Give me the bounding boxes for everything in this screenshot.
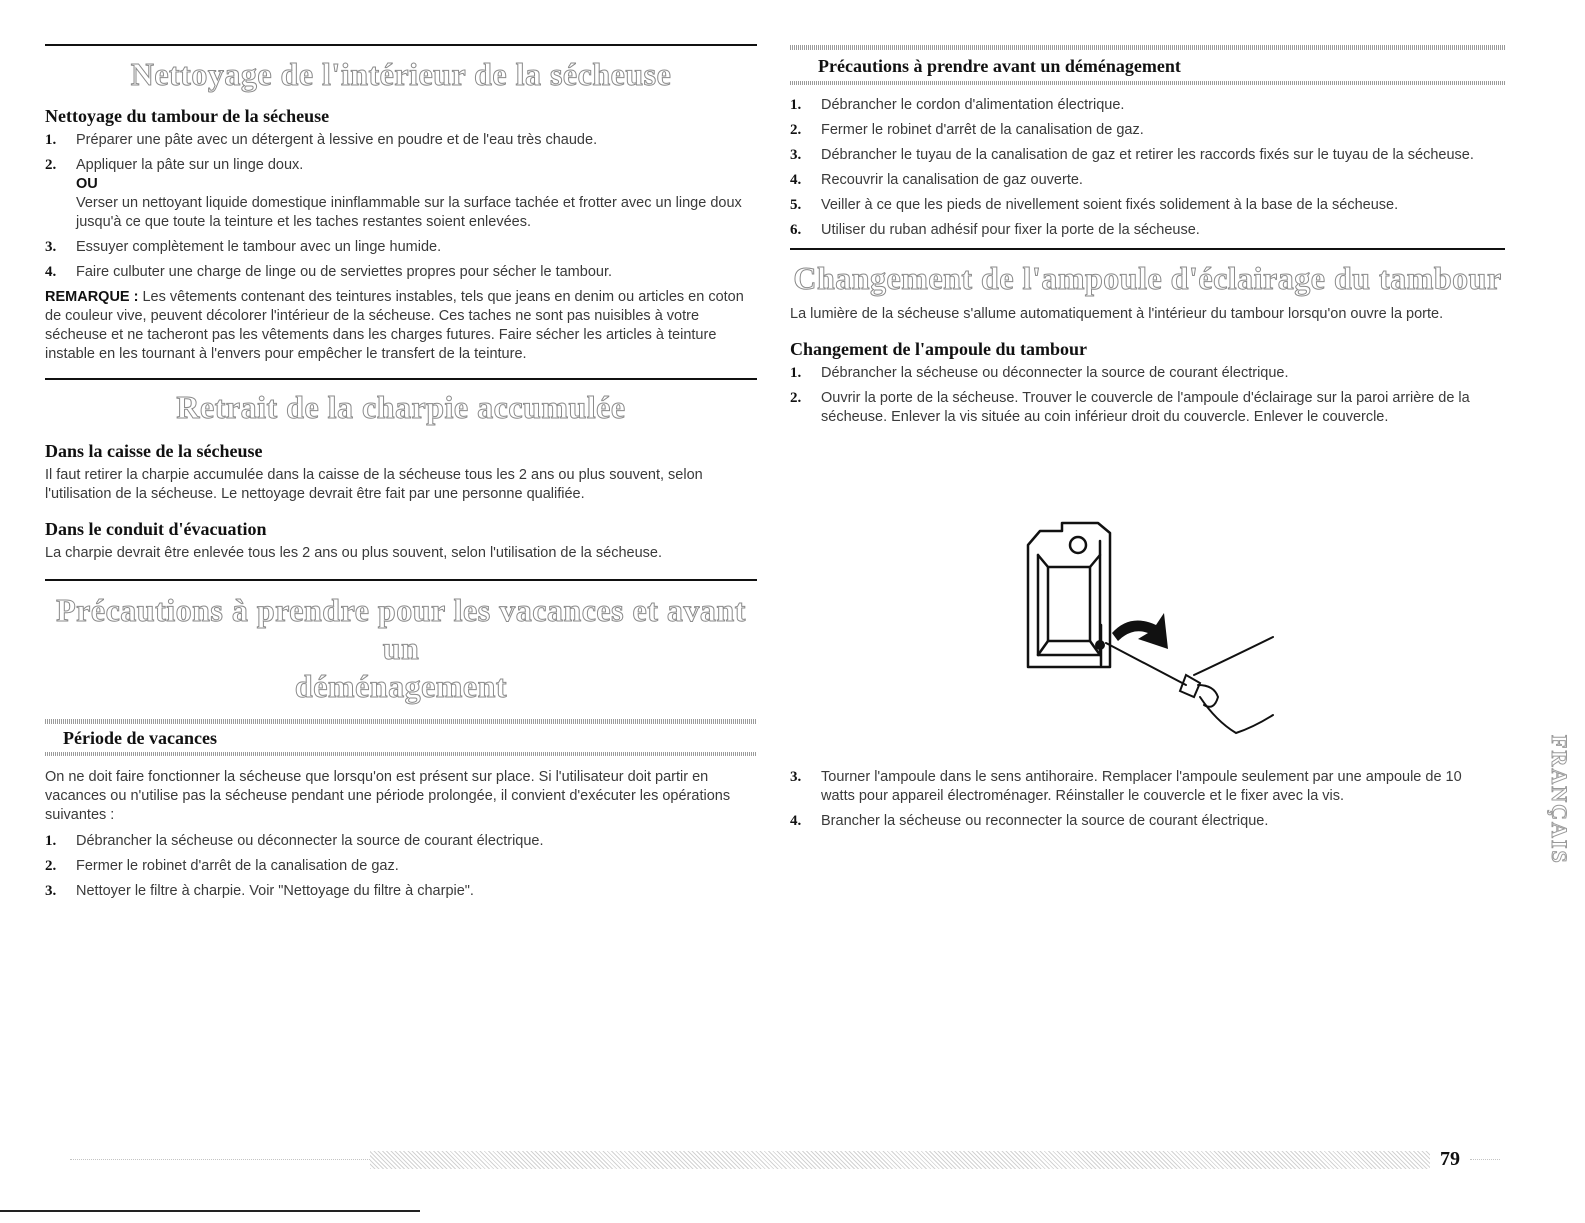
- page-number: 79: [1440, 1148, 1460, 1170]
- bulb-steps-continued: [790, 768, 1480, 837]
- vacation-steps: [45, 832, 757, 901]
- vacation-intro: On ne doit faire fonctionner la sécheuse que lorsqu'on est présent sur place. Si l'utilisateur doit partir en vacances ou n'utilise pas la sécheuse pendant une période prolongée, il convient d'exécuter les opérations suivantes :: [45, 769, 731, 823]
- list-item: 4. Faire culbuter une charge de linge ou de serviettes propres pour sécher le tambour.: [45, 264, 613, 280]
- list-item: 2. Fermer le robinet d'arrêt de la canalisation de gaz.: [45, 858, 399, 874]
- subhead-moving: Précautions à prendre avant un déménagement: [818, 56, 1181, 76]
- list-item: 2. Fermer le robinet d'arrêt de la canalisation de gaz.: [790, 122, 1144, 138]
- list-item: 2. Appliquer la pâte sur un linge doux. OU Verser un nettoyant liquide domestique ininflammable sur la surface tachée et frotter avec un linge doux jusqu'à ce que toute la teinture et les taches restantes soient enlevées.: [45, 156, 757, 232]
- left-column: [45, 0, 757, 907]
- list-item: 4. Recouvrir la canalisation de gaz ouverte.: [790, 172, 1083, 188]
- section-title-lint-removal: Retrait de la charpie accumulée: [176, 389, 626, 425]
- section-rule: [45, 44, 757, 46]
- list-item: 6. Utiliser du ruban adhésif pour fixer la porte de la sécheuse.: [790, 222, 1200, 238]
- hatch-rule: [45, 719, 757, 724]
- bulb-steps: [790, 364, 1505, 427]
- hatch-rule: [45, 752, 757, 756]
- right-column: [790, 0, 1505, 829]
- hatch-rule: [790, 45, 1505, 50]
- exhaust-text: La charpie devrait être enlevée tous les 2 ans ou plus souvent, selon l'utilisation de la sécheuse.: [45, 545, 662, 561]
- bottom-rule: [0, 1210, 420, 1212]
- footer-hatch-band: [370, 1151, 1430, 1169]
- list-item: 1. Préparer une pâte avec un détergent à lessive en poudre et de l'eau très chaude.: [45, 132, 598, 148]
- list-item: 3. Débrancher le tuyau de la canalisation de gaz et retirer les raccords fixés sur le tuyau de la sécheuse.: [790, 147, 1474, 163]
- drum-cleaning-steps: [45, 131, 757, 282]
- list-item: 2. Ouvrir la porte de la sécheuse. Trouver le couvercle de l'ampoule d'éclairage sur la paroi arrière de la sécheuse. Enlever la vis située au coin inférieur droit du couvercle. Enlever le couvercle.: [790, 390, 1470, 425]
- section-rule: [45, 378, 757, 380]
- section-title-interior-cleaning: Nettoyage de l'intérieur de la sécheuse: [130, 56, 672, 92]
- subhead-exhaust: Dans le conduit d'évacuation: [45, 519, 267, 539]
- hatch-rule: [790, 81, 1505, 85]
- list-item: 3. Nettoyer le filtre à charpie. Voir "Nettoyage du filtre à charpie".: [45, 883, 474, 899]
- remarque-note: REMARQUE : Les vêtements contenant des teintures instables, tels que jeans en denim ou articles en coton de couleur vive, peuvent décolorer l'intérieur de la sécheuse. Ces taches ne sont pas nuisibles à votre sécheuse et ne tacheront pas les vêtements dans les charges futures. Faire sécher les articles à teinture instable en les tournant à l'envers pour empêcher le transfert de la teinture.: [45, 289, 744, 362]
- bulb-intro: La lumière de la sécheuse s'allume automatiquement à l'intérieur du tambour lorsqu'on ouvre la porte.: [790, 306, 1444, 322]
- section-rule: [45, 579, 757, 581]
- bulb-cover-illustration: [1018, 515, 1288, 745]
- section-rule: [790, 248, 1505, 250]
- cabinet-text: Il faut retirer la charpie accumulée dans la caisse de la sécheuse tous les 2 ans ou plus souvent, selon l'utilisation de la sécheuse. Le nettoyage devrait être fait par une personne qualifiée.: [45, 467, 703, 502]
- subhead-vacation-period: Période de vacances: [63, 728, 217, 748]
- section-title-bulb: Changement de l'ampoule d'éclairage du tambour: [793, 260, 1502, 296]
- subhead-cabinet: Dans la caisse de la sécheuse: [45, 441, 263, 461]
- list-item: 1. Débrancher le cordon d'alimentation électrique.: [790, 97, 1125, 113]
- list-item: 3. Essuyer complètement le tambour avec un linge humide.: [45, 239, 442, 255]
- ou-label: OU: [76, 176, 98, 192]
- page-footer: [70, 1148, 1500, 1172]
- language-side-tab: FRANÇAIS: [1547, 735, 1572, 865]
- subhead-drum-cleaning: Nettoyage du tambour de la sécheuse: [45, 106, 330, 126]
- list-item: 1. Débrancher la sécheuse ou déconnecter la source de courant électrique.: [45, 833, 544, 849]
- list-item: 5. Veiller à ce que les pieds de nivellement soient fixés solidement à la base de la sécheuse.: [790, 197, 1399, 213]
- subhead-bulb-change: Changement de l'ampoule du tambour: [790, 339, 1088, 359]
- list-item: 1. Débrancher la sécheuse ou déconnecter la source de courant électrique.: [790, 365, 1289, 381]
- moving-steps: [790, 96, 1505, 240]
- section-title-vacation: Précautions à prendre pour les vacances et avant un déménagement: [56, 592, 746, 704]
- footer-dotted-line: [1470, 1159, 1500, 1160]
- list-item: 4. Brancher la sécheuse ou reconnecter la source de courant électrique.: [790, 813, 1269, 829]
- list-item: 3. Tourner l'ampoule dans le sens antihoraire. Remplacer l'ampoule seulement par une ampoule de 10 watts pour appareil électroménager. Réinstaller le couvercle et le fixer avec la vis.: [790, 769, 1462, 804]
